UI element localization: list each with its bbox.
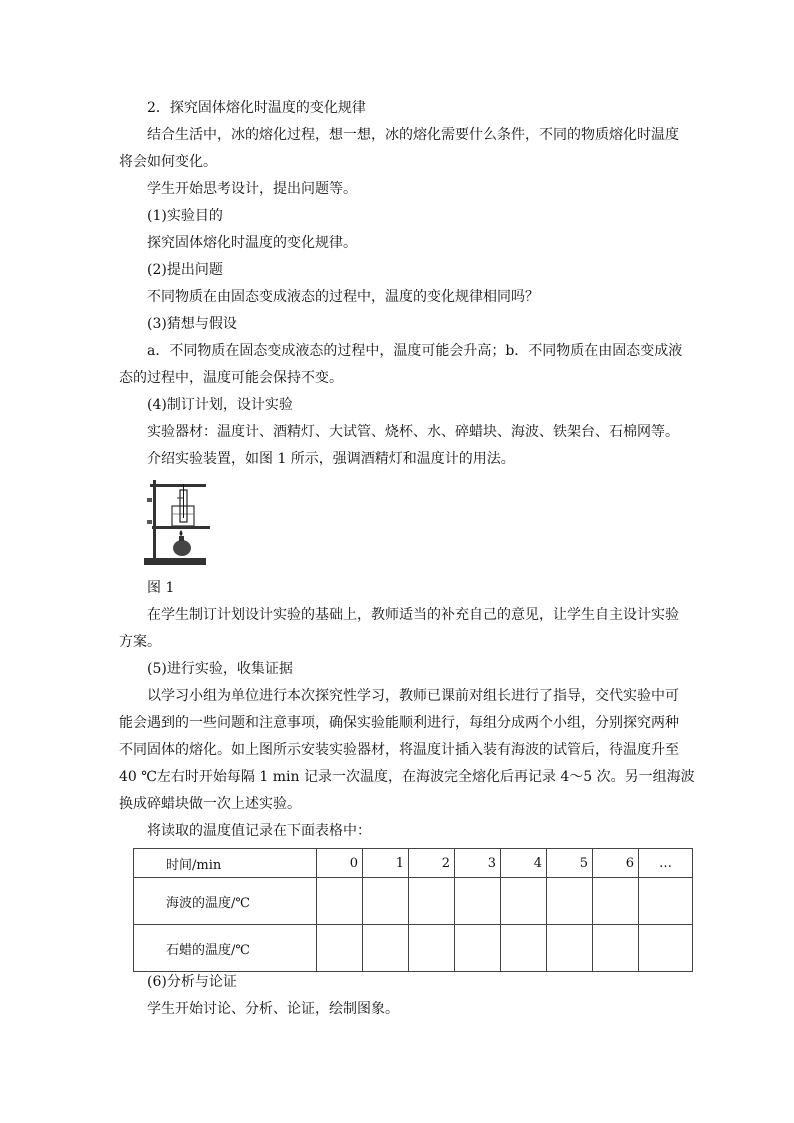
hypo-temperature-label: 海波的温度/℃ [134,878,317,925]
apparatus-figure [144,478,210,566]
empty-cell [317,878,363,925]
empty-cell [501,878,547,925]
empty-cell [409,878,455,925]
step3-text-line-1: a．不同物质在固态变成液态的过程中，温度可能会升高；b．不同物质在由固态变成液 [147,343,683,359]
table-header-row [134,849,693,878]
iron-stand-apparatus-icon [144,478,210,566]
empty-cell [547,925,593,972]
step6-text: 学生开始讨论、分析、论证，绘制图象。 [147,1001,399,1017]
step5-text-line-1: 以学习小组为单位进行本次探究性学习，教师已课前对组长进行了指导，交代实验中可 [147,688,679,704]
step4-title: (4)制订计划，设计实验 [147,397,293,413]
time-cell: 1 [363,849,409,878]
empty-cell [593,878,639,925]
intro-line-1: 结合生活中，冰的熔化过程，想一想，冰的熔化需要什么条件，不同的物质熔化时温度 [147,127,679,143]
step6-title: (6)分析与论证 [147,974,237,990]
step2-title: (2)提出问题 [147,262,223,278]
table-intro: 将读取的温度值记录在下面表格中： [147,823,371,839]
empty-cell [501,925,547,972]
empty-cell [593,925,639,972]
step4-materials: 实验器材：温度计、酒精灯、大试管、烧杯、水、碎蜡块、海波、铁架台、石棉网等。 [147,424,679,440]
empty-cell [455,878,501,925]
time-cell: 4 [501,849,547,878]
step1-text: 探究固体熔化时温度的变化规律。 [147,235,357,251]
time-cell: 0 [317,849,363,878]
step4-text-line-4: 方案。 [119,634,161,650]
step5-text-line-2: 能会遇到的一些问题和注意事项，确保实验能顺利进行，每组分成两个小组，分别探究两种 [119,715,679,731]
time-header-cell: 时间/min [134,849,317,878]
step3-title: (3)猜想与假设 [147,316,237,332]
intro-line-2: 将会如何变化。 [119,154,217,170]
table-row-hypo [134,878,693,925]
empty-cell [363,878,409,925]
time-cell: 5 [547,849,593,878]
empty-cell [639,878,693,925]
time-cell: 2 [409,849,455,878]
empty-cell [455,925,501,972]
empty-cell [639,925,693,972]
step1-title: (1)实验目的 [147,208,223,224]
temperature-record-table [133,848,693,972]
step4-text-line-3: 在学生制订计划设计实验的基础上，教师适当的补充自己的意见，让学生自主设计实验 [147,607,679,623]
step4-apparatus-intro: 介绍实验装置，如图 1 所示，强调酒精灯和温度计的用法。 [147,451,515,467]
paraffin-temperature-label: 石蜡的温度/℃ [134,925,317,972]
time-cell: 6 [593,849,639,878]
step3-text-line-2: 态的过程中，温度可能会保持不变。 [119,370,343,386]
step5-text-line-4: 40 ℃左右时开始每隔 1 min 记录一次温度，在海波完全熔化后再记录 4～5 次。另一组海波 [119,769,695,785]
empty-cell [363,925,409,972]
empty-cell [409,925,455,972]
intro-line-3: 学生开始思考设计，提出问题等。 [147,181,357,197]
empty-cell [317,925,363,972]
step5-title: (5)进行实验，收集证据 [147,661,293,677]
figure-caption: 图 1 [147,580,175,596]
table-row-paraffin [134,925,693,972]
empty-cell [547,878,593,925]
time-cell: 3 [455,849,501,878]
section-title: 2．探究固体熔化时温度的变化规律 [147,100,366,116]
step2-text: 不同物质在由固态变成液态的过程中，温度的变化规律相同吗？ [147,289,539,305]
time-cell-ellipsis: … [639,849,693,878]
step5-text-line-3: 不同固体的熔化。如上图所示安装实验器材，将温度计插入装有海波的试管后，待温度升至 [119,742,679,758]
step5-text-line-5: 换成碎蜡块做一次上述实验。 [119,796,301,812]
